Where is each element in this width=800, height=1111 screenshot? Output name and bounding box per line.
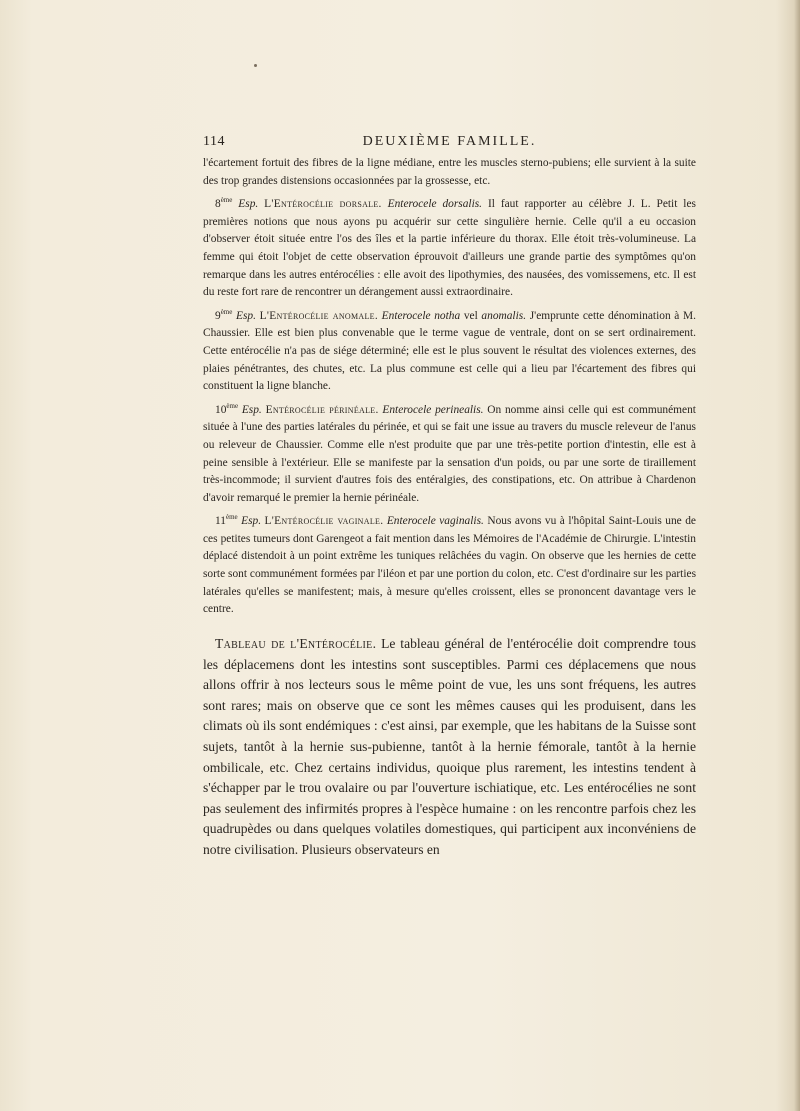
paragraph-esp-11 — [203, 513, 696, 619]
species-name: L'Entérocélie vaginale. — [264, 515, 384, 528]
species-name: Entérocélie périnéale. — [265, 403, 379, 416]
species-number-suffix: ème — [220, 307, 233, 316]
species-number-suffix: ème — [225, 513, 238, 522]
page-number: 114 — [203, 134, 225, 149]
latin-name: Enterocele perinealis. — [382, 403, 484, 416]
latin-name: Enterocele vaginalis. — [386, 515, 484, 528]
species-number: 8 — [215, 198, 221, 211]
species-number-suffix: ème — [226, 401, 239, 410]
paragraph-text: On nomme ainsi celle qui est communément située à l'une des parties latérales du périnée, et qui se fait une issue au travers du muscle releveur de l'anus ou releveur de Chaussier. Comme elle n'est produite que par une très-petite portion d'intestin, elle est à peine sensible à l'extérieur. Elle se manifeste par la sensation d'un poids, ou par une sorte de tiraillement très-incommode; il survient d'autres fois des entéralgies, des constipations, etc. On attribue à Chardenon d'avoir remarqué le premier la hernie périnéale. — [203, 403, 696, 504]
intro-paragraph — [203, 155, 696, 190]
page-edge-shadow — [794, 0, 800, 1111]
esp-abbrev: Esp. — [241, 515, 262, 528]
species-number: 10 — [215, 403, 227, 416]
paragraph-esp-9 — [203, 308, 696, 396]
paragraph-text: l'écartement fortuit des fibres de la ligne médiane, entre les muscles sterno-pubiens; elle survient à la suite des trop grandes distensions occasionnées par la grossesse, etc. — [203, 157, 696, 187]
esp-abbrev: Esp. — [241, 403, 262, 416]
paragraph-text: J'emprunte cette dénomination à M. Chaussier. Elle est bien plus convenable que le terme vague de ventrale, dont on se sert ordinairement. Cette entérocélie n'a pas de siége déterminé; elle est le plus souvent le résultat des violences externes, des plaies pénétrantes, des chutes, etc. La plus commune est celle qui a lieu par l'écartement des fibres qui constituent la ligne blanche. — [203, 309, 696, 393]
tableau-text: Le tableau général de l'entérocélie doit comprendre tous les déplacemens dont les intestins sont susceptibles. Parmi ces déplacemens que nous allons offrir à nos lecteurs sous le même point de vue, les uns sont fréquens, les autres sont rares; mais on observe que ce sont les mêmes causes qui les produisent, dans les climats où ils sont endémiques : c'est ainsi, par exemple, que les habitans de la Suisse sont sujets, tantôt à la hernie sus-pubienne, tantôt à la hernie fémorale, tantôt à la hernie ombilicale, etc. Chez certains individus, quoique plus rarement, les intestins tendent à s'échapper par le trou ovalaire ou par l'ouverture ischiatique, etc. Les entérocélies ne sont pas seulement des infirmités propres à l'espèce humaine : on les rencontre parfois chez les quadrupèdes ou dans quelques volatiles domestiques, qui participent aux inconvéniens de notre civilisation. Plusieurs observateurs en — [203, 636, 696, 857]
latin-name: Enterocele notha — [381, 309, 461, 322]
esp-abbrev: Esp. — [238, 198, 259, 211]
latin-joiner: vel — [463, 309, 478, 322]
tableau-section — [203, 634, 696, 861]
species-number: 9 — [215, 309, 221, 322]
tableau-heading: Tableau de l'Entérocélie. — [215, 636, 377, 651]
paragraph-esp-10 — [203, 402, 696, 508]
latin-name-alt: anomalis. — [481, 309, 527, 322]
ink-speck — [254, 64, 257, 67]
latin-name: Enterocele dorsalis. — [387, 198, 483, 211]
esp-abbrev: Esp. — [236, 309, 256, 322]
species-number-suffix: ème — [220, 196, 233, 205]
page-header — [203, 134, 696, 154]
species-name: L'Entérocélie anomale. — [259, 309, 379, 322]
tableau-paragraph — [203, 634, 696, 861]
paragraph-esp-8 — [203, 196, 696, 302]
paragraph-text: Il faut rapporter au célèbre J. L. Petit les premières notions que nous ayons pu acquérir sur cette singulière hernie. Celle qu'il a eu occasion d'observer étoit située entre l'os des îles et la partie inférieure du thorax. Elle étoit très-volumineuse. La femme qui étoit l'objet de cette observation éprouvoit d'ailleurs une grande partie des symptômes qu'on remarque dans les autres entérocélies : elle avoit des lipothymies, des nausées, des vomissemens, etc. Il est du reste fort rare de rencontrer un dérangement aussi extraordinaire. — [203, 198, 696, 299]
running-head: DEUXIÈME FAMILLE. — [362, 134, 537, 149]
paragraph-text: Nous avons vu à l'hôpital Saint-Louis une de ces petites tumeurs dont Garengeot a fait mention dans les Mémoires de l'Académie de Chirurgie. L'intestin déplacé distendoit à un point extrême les tuniques relâchées du vagin. On observe que les hernies de cette sorte sont communément formées par l'iléon et par une portion du colon, etc. C'est d'ordinaire sur les parties latérales qu'elles se manifestent; mais, à mesure qu'elles croissent, elles se prononcent davantage vers le centre. — [203, 515, 696, 616]
species-name: L'Entérocélie dorsale. — [264, 198, 382, 211]
species-number: 11 — [215, 515, 226, 528]
species-text-block — [203, 155, 696, 619]
